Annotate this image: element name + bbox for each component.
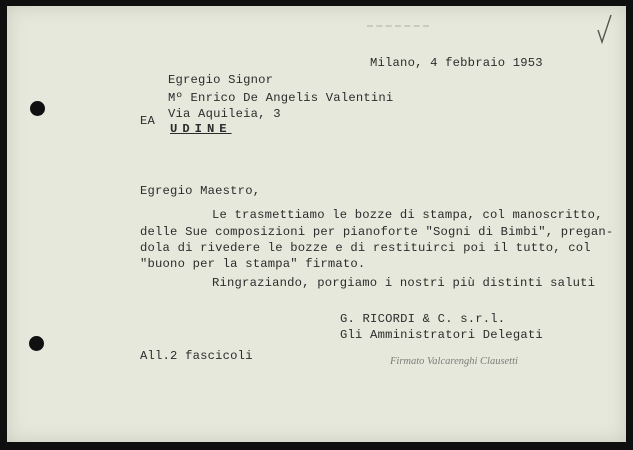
punch-hole-bottom: [29, 336, 44, 351]
address-line-1: Egregio Signor: [168, 73, 274, 87]
salutation: Egregio Maestro,: [140, 184, 261, 198]
punch-hole-top: [30, 101, 45, 116]
address-line-3: Via Aquileia, 3: [168, 107, 281, 121]
enclosures-note: All.2 fascicoli: [140, 349, 253, 363]
check-mark-icon: [595, 12, 615, 46]
sender-role: Gli Amministratori Delegati: [340, 328, 543, 342]
signature-stamp: Firmato Valcarenghi Clausetti: [390, 356, 518, 367]
body-line-3: dola di rivedere le bozze e di restituirci poi il tutto, col: [140, 241, 591, 255]
sender-company: G. RICORDI & C. s.r.l.: [340, 312, 506, 326]
body-line-2: delle Sue composizioni per pianoforte "Sogni di Bimbi", pregan-: [140, 225, 614, 239]
address-city: UDINE: [170, 122, 232, 136]
address-line-2: Mº Enrico De Angelis Valentini: [168, 91, 394, 105]
body-line-4: "buono per la stampa" firmato.: [140, 257, 366, 271]
letter-date: Milano, 4 febbraio 1953: [370, 56, 543, 70]
reference-initials: EA: [140, 114, 156, 128]
body-line-1: Le trasmettiamo le bozze di stampa, col manoscritto,: [212, 208, 603, 222]
closing-line: Ringraziando, porgiamo i nostri più distinti saluti: [212, 276, 596, 290]
top-scribble: [367, 25, 429, 30]
letter-page: [7, 6, 626, 442]
